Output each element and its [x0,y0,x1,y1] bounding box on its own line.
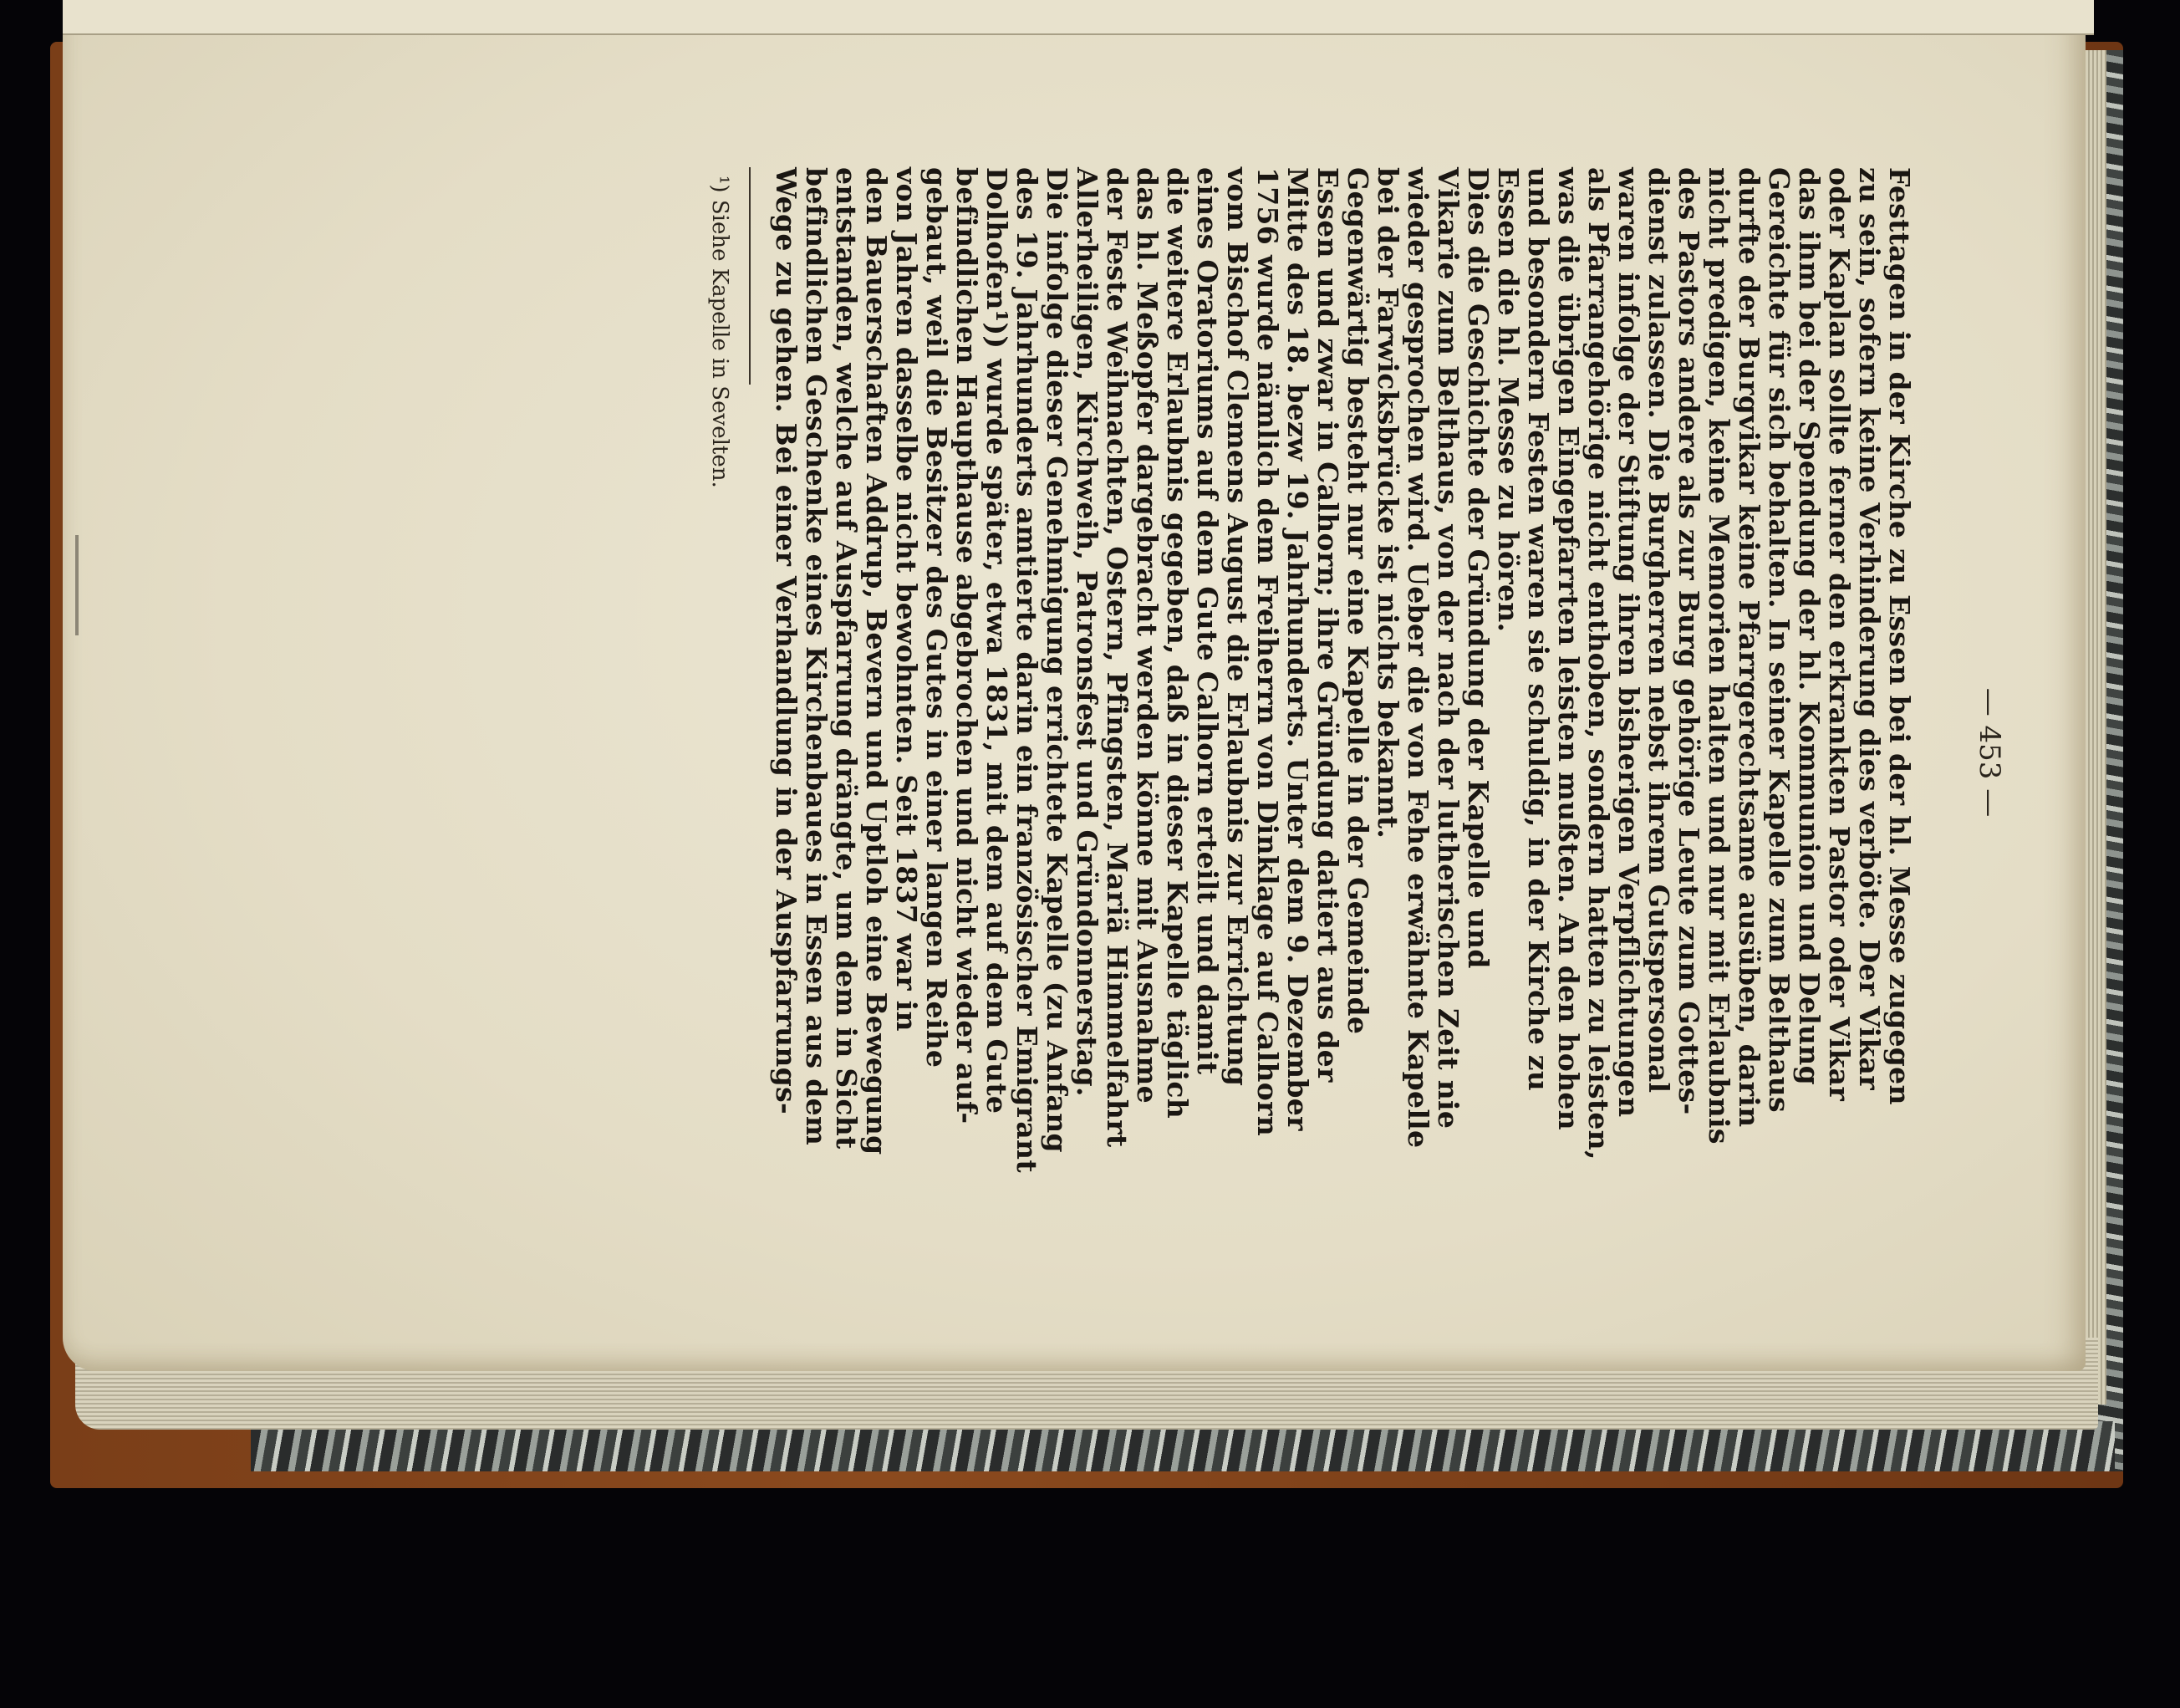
text-line: Vikarie zum Belthaus, von der nach der lutherischen Zeit nie [1432,167,1464,1129]
text-line: bei der Farwicksbrücke ist nichts bekannt. [1372,167,1404,839]
text-line: von Jahren dasselbe nicht bewohnten. Seit 1837 war in [890,167,923,1032]
text-line: die weitere Erlaubnis gegeben, daß in dieser Kapelle täglich [1161,167,1194,1119]
page-number: — 453 — [1973,687,2006,818]
footnote: ¹) Siehe Kapelle in Sevelten. [707,176,732,488]
footnote-rule [749,167,751,385]
text-line: Dies die Geschichte der Gründung der Kapelle und [1462,167,1495,969]
text-line: des 19. Jahrhunderts amtierte darin ein französischer Emigrant [1011,167,1043,1173]
text-line: und besondern Festen waren sie schuldig, in der Kirche zu [1522,167,1555,1092]
text-line: Gereichte für sich behalten. In seiner Kapelle zum Belthaus [1763,167,1795,1113]
text-line: Mitte des 18. bezw 19. Jahrhunderts. Unter dem 9. Dezember [1281,167,1314,1131]
text-line: das ihm bei der Spendung der hl. Kommunion und Delung [1793,167,1826,1085]
text-line: als Pfarrangehörige nicht enthoben, sondern hatten zu leisten, [1582,167,1615,1160]
text-line: Essen die hl. Messe zu hören. [1492,167,1525,633]
text-line: Wege zu gehen. Bei einer Verhandlung in der Auspfarrungs- [770,167,802,1114]
text-line: nicht predigen, keine Memorien halten und nur mit Erlaubnis [1703,167,1735,1145]
text-line: Essen und zwar in Calhorn; ihre Gründung datiert aus der [1312,167,1344,1083]
text-line: Dolhofen¹)) wurde später, etwa 1831, mit dem auf dem Gute [980,167,1013,1114]
text-line: durfte der Burgvikar keine Pfarrgerechtsame ausüben, darin [1733,167,1765,1128]
page-text-block [401,167,2006,1572]
margin-mark [75,535,79,635]
text-line: den Bauerschaften Addrup, Bevern und Uptloh eine Bewegung [860,167,893,1155]
text-line: Die infolge dieser Genehmigung errichtete Kapelle (zu Anfang [1041,167,1073,1153]
text-line: zu sein, sofern keine Verhinderung dies verböte. Der Vikar [1853,167,1886,1090]
text-line: entstanden, welche auf Auspfarrung drängte, um dem in Sicht [830,167,863,1150]
text-line: Festtagen in der Kirche zu Essen bei der hl. Messe zugegen [1883,167,1916,1105]
text-line: 1756 wurde nämlich dem Freiherrn von Dinklage auf Calhorn [1251,167,1284,1136]
text-line: oder Kaplan sollte ferner den erkrankten Pastor oder Vikar [1823,167,1856,1102]
text-line: gebaut, weil die Besitzer des Gutes in einer langen Reihe [920,167,953,1068]
text-line: wieder gesprochen wird. Ueber die von Fehe erwähnte Kapelle [1402,167,1434,1149]
text-line: Allerheiligen, Kirchweih, Patronsfest und Gründonnerstag. [1071,167,1103,1097]
facing-page-edge [63,0,2094,35]
text-line: was die übrigen Eingepfarrten leisten mußten. An den hohen [1552,167,1585,1130]
text-line: vom Bischof Clemens August die Erlaubnis zur Errichtung [1221,167,1254,1087]
text-line: des Pastors andere als zur Burg gehörige Leute zum Gottes- [1673,167,1705,1115]
text-line: befindlichen Geschenke eines Kirchenbaues in Essen aus dem [800,167,833,1146]
text-line: dienst zulassen. Die Burgherren nebst ihrem Gutspersonal [1643,167,1675,1094]
text-line: Gegenwärtig besteht nur eine Kapelle in der Gemeinde [1342,167,1374,1035]
text-line: waren infolge der Stiftung ihren bisherigen Verpflichtungen [1612,167,1645,1118]
text-line: befindlichen Haupthause abgebrochen und nicht wieder auf- [950,167,983,1124]
text-line: der Feste Weihnachten, Ostern, Pfingsten, Mariä Himmelfahrt [1101,167,1133,1148]
text-line: das hl. Meßopfer dargebracht werden könne mit Ausnahme [1131,167,1164,1104]
text-line: eines Oratoriums auf dem Gute Calhorn erteilt und damit [1191,167,1224,1075]
